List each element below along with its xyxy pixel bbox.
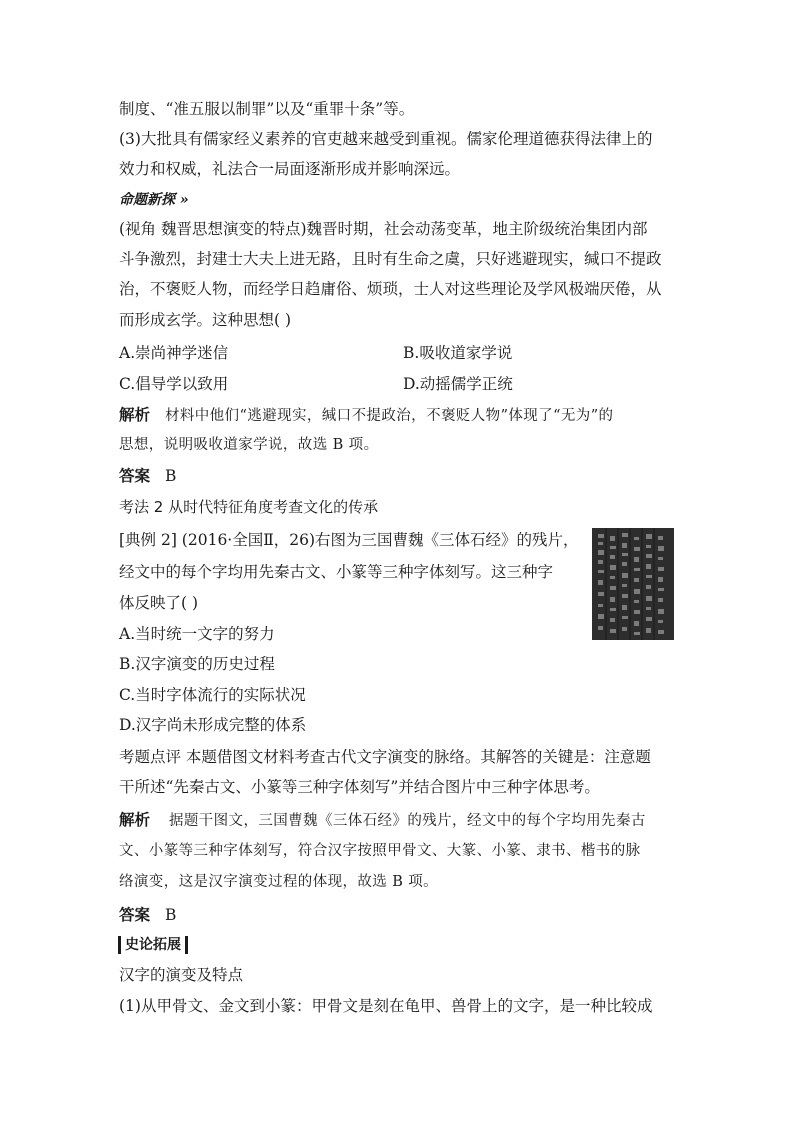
example-option-b: B.汉字演变的历史过程 [119,655,275,673]
text-line: (3)大批具有儒家经义素养的官吏越来越受到重视。儒家伦理道德获得法律上的 [119,130,653,148]
example-text: 经文中的每个字均用先秦古文、小篆等三种字体刻写。这三种字 [119,563,554,581]
example-option-c: C.当时字体流行的实际状况 [119,686,306,704]
question-text: (视角 魏晋思想演变的特点)魏晋时期，社会动荡变革，地主阶级统治集团内部 [119,220,648,238]
comment-text: 干所述“先秦古文、小篆等三种字体刻写”并结合图片中三种字体思考。 [119,778,600,796]
answer-label: 答案 [119,467,151,485]
analysis-label: 解析 [119,811,151,829]
analysis-label: 解析 [119,406,151,424]
answer-label: 答案 [119,906,151,924]
question-text: 治，不褒贬人物，而经学日趋庸俗、烦琐，士人对这些理论及学风极端厌倦，从 [119,280,662,298]
text-line: 效力和权威，礼法合一局面逐渐形成并影响深远。 [119,160,461,178]
example-text: 体反映了( ) [119,594,199,612]
stone-classic-image [592,528,674,640]
analysis-line [119,809,646,832]
analysis-text: 文、小篆等三种字体刻写，符合汉字按照甲骨文、大篆、小篆、隶书、楷书的脉 [119,843,641,859]
question-text: 斗争激烈，封建士大夫上进无路，且时有生命之虞，只好逃避现实，缄口不提政 [119,250,662,268]
answer-line [119,465,176,487]
example-option-a: A.当时统一文字的努力 [119,625,275,643]
answer-line [119,904,176,926]
analysis-line [119,404,613,427]
option-c: C.倡导学以致用 [119,375,229,393]
question-text: 而形成玄学。这种思想( ) [119,311,292,329]
text-line: 制度、“准五服以制罪”以及“重罪十条”等。 [119,100,415,118]
example-text: [典例 2] (2016·全国Ⅱ，26)右图为三国曹魏《三体石经》的残片， [119,531,579,549]
option-b: B.吸收道家学说 [403,344,513,362]
analysis-text: 思想，说明吸收道家学说，故选 B 项。 [119,437,379,453]
answer-value: B [164,906,177,924]
comment-text: 考题点评 本题借图文材料考查古代文字演变的脉络。其解答的关键是：注意题 [119,748,651,766]
section-heading: 汉字的演变及特点 [119,966,244,984]
analysis-text: 据题干图文，三国曹魏《三体石经》的残片，经文中的每个字均用先秦古 [168,813,646,829]
answer-value: B [164,467,177,485]
section-tag: 命题新探 » [119,192,189,208]
box-heading: 史论拓展 [118,936,188,954]
text-line: (1)从甲骨文、金文到小篆：甲骨文是刻在龟甲、兽骨上的文字，是一种比较成 [119,997,653,1015]
option-d: D.动摇儒学正统 [403,375,513,393]
example-option-d: D.汉字尚未形成完整的体系 [119,716,307,734]
analysis-text: 材料中他们“逃避现实，缄口不提政治，不褒贬人物”体现了“无为”的 [164,408,614,424]
method-heading: 考法 2 从时代特征角度考查文化的传承 [119,498,379,516]
option-a: A.崇尚神学迷信 [119,344,229,362]
analysis-text: 络演变，这是汉字演变过程的体现，故选 B 项。 [119,874,439,890]
